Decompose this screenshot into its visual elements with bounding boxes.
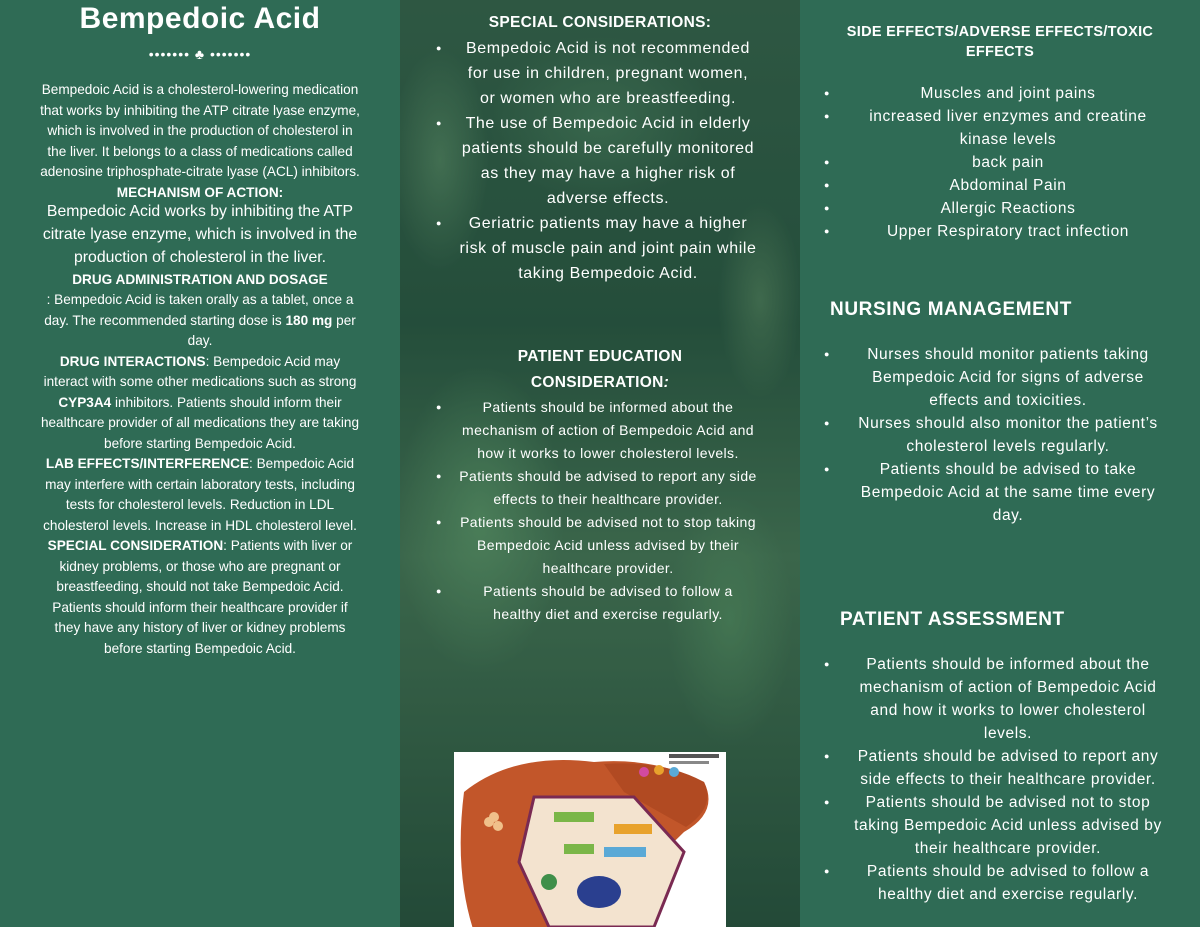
interactions-text-1: : Bempedoic Acid may interact with some other medications such as strong	[43, 353, 357, 389]
patient-education-heading-colon: :	[663, 374, 670, 391]
title-ornament: ••••••• ♣ •••••••	[148, 46, 252, 62]
side-effects-heading: SIDE EFFECTS/ADVERSE EFFECTS/TOXIC EFFECTS	[846, 24, 1154, 60]
patient-education-heading-line1: PATIENT EDUCATION	[517, 348, 683, 365]
liver-illustration	[454, 752, 726, 927]
brochure-title: Bempedoic Acid	[79, 2, 321, 35]
nursing-management-list	[830, 343, 1170, 527]
interactions-enzyme: CYP3A4	[58, 394, 112, 410]
interactions-heading: DRUG INTERACTIONS	[59, 353, 206, 369]
list-item: ● Patients should be advised to report any side effects to their healthcare provider.	[442, 465, 758, 511]
list-item: ● Nurses should also monitor the patient’s cholesterol levels regularly.	[830, 412, 1170, 458]
liver-mechanism-figure	[454, 752, 726, 927]
list-item: ● The use of Bempedoic Acid in elderly patients should be carefully monitored as they may have a higher risk of adverse effects.	[442, 111, 758, 211]
nursing-management-heading: NURSING MANAGEMENT	[830, 299, 1072, 320]
side-effects-list	[830, 82, 1170, 243]
special-considerations-heading: SPECIAL CONSIDERATIONS:	[488, 14, 712, 31]
lab-heading: LAB EFFECTS/INTERFERENCE	[45, 456, 250, 471]
list-item: ● Patients should be advised not to stop taking Bempedoic Acid unless advised by their healthcare provider.	[442, 511, 758, 580]
dosage-text-1: : Bempedoic Acid is taken orally as a tablet, once a day. The recommended starting dose is	[44, 292, 354, 328]
right-panel	[800, 0, 1200, 927]
special-consideration-heading: SPECIAL CONSIDERATION	[47, 538, 224, 553]
list-item: ● Geriatric patients may have a higher risk of muscle pain and joint pain while taking Bempedoic Acid.	[442, 211, 758, 286]
list-item: ● Patients should be informed about the mechanism of action of Bempedoic Acid and how it works to lower cholesterol levels.	[442, 396, 758, 465]
list-item: ● Allergic Reactions	[830, 197, 1170, 220]
dosage-section	[40, 270, 360, 352]
patient-education-heading-line2: CONSIDERATION	[530, 374, 664, 391]
interactions-text-2: inhibitors. Patients should inform their healthcare provider of all medications they are taking before starting Bempedoic Acid.	[40, 394, 360, 451]
list-item: ● Patients should be advised to report any side effects to their healthcare provider.	[830, 745, 1170, 791]
lab-section	[40, 454, 360, 536]
list-item: ● Upper Respiratory tract infection	[830, 220, 1170, 243]
list-item: ● increased liver enzymes and creatine kinase levels	[830, 105, 1170, 151]
dosage-text-2: per day.	[187, 312, 356, 348]
list-item: ● Abdominal Pain	[830, 174, 1170, 197]
patient-assessment-list	[830, 653, 1170, 906]
list-item: ● Patients should be advised not to stop taking Bempedoic Acid unless advised by their healthcare provider.	[830, 791, 1170, 860]
interactions-section	[40, 352, 360, 455]
list-item: ● Patients should be advised to follow a healthy diet and exercise regularly.	[442, 580, 758, 626]
left-panel	[0, 0, 400, 927]
patient-education-heading	[442, 344, 758, 396]
list-item: ● Patients should be advised to take Bempedoic Acid at the same time every day.	[830, 458, 1170, 527]
lab-text: : Bempedoic Acid may interfere with certain laboratory tests, including tests for cholesterol levels. Reduction in LDL cholesterol levels. Increase in HDL cholesterol level.	[43, 456, 357, 533]
moa-paragraph: Bempedoic Acid works by inhibiting the ATP citrate lyase enzyme, which is involved in the production of cholesterol in the liver.	[42, 202, 358, 266]
middle-content	[400, 0, 800, 626]
special-considerations-list	[442, 36, 758, 286]
dosage-heading: DRUG ADMINISTRATION AND DOSAGE	[72, 271, 328, 287]
patient-assessment-heading: PATIENT ASSESSMENT	[840, 609, 1065, 630]
patient-education-list	[442, 396, 758, 626]
middle-panel	[400, 0, 800, 927]
list-item: ● Patients should be informed about the mechanism of action of Bempedoic Acid and how it works to lower cholesterol levels.	[830, 653, 1170, 745]
list-item: ● Nurses should monitor patients taking Bempedoic Acid for signs of adverse effects and toxicities.	[830, 343, 1170, 412]
list-item: ● Muscles and joint pains	[830, 82, 1170, 105]
dosage-amount: 180 mg	[285, 312, 333, 328]
list-item: ● back pain	[830, 151, 1170, 174]
list-item: ● Patients should be advised to follow a healthy diet and exercise regularly.	[830, 860, 1170, 906]
special-consideration-text: : Patients with liver or kidney problems, or those who are pregnant or breastfeeding, should not take Bempedoic Acid. Patients should inform their healthcare provider if they have any history of liver or kidney problems before starting Bempedoic Acid.	[52, 538, 353, 656]
intro-paragraph: Bempedoic Acid is a cholesterol-lowering medication that works by inhibiting the ATP citrate lyase enzyme, which is involved in the production of cholesterol in the liver. It belongs to a class of medications called adenosine triphosphate-citrate lyase (ACL) inhibitors.	[40, 82, 360, 179]
moa-heading: MECHANISM OF ACTION:	[116, 184, 284, 200]
special-consideration-section	[40, 536, 360, 659]
list-item: ● Bempedoic Acid is not recommended for use in children, pregnant women, or women who are breastfeeding.	[442, 36, 758, 111]
